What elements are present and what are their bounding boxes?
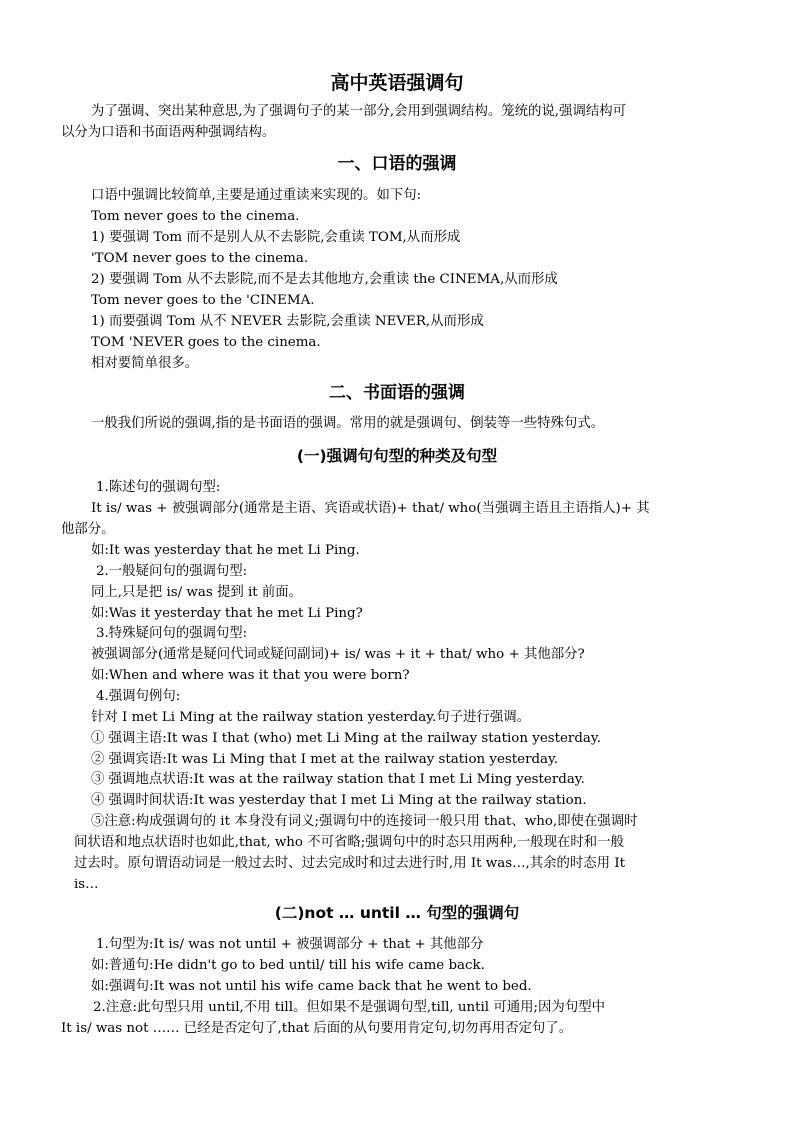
body-line: 1) 而要强调 Tom 从不 NEVER 去影院,会重读 NEVER,从而形成 [91, 314, 484, 329]
body-line: 如:When and where was it that you were born? [91, 668, 410, 683]
section-heading: 一、口语的强调 [337, 154, 457, 174]
intro-line: 以分为口语和书面语两种强调结构。 [61, 125, 276, 140]
body-line: 针对 I met Li Ming at the railway station yesterday.句子进行强调。 [91, 710, 530, 725]
body-line: 1.句型为:It is/ was not until + 被强调部分 + that + 其他部分 [96, 937, 484, 952]
body-line: 间状语和地点状语时也如此,that, who 不可省略;强调句中的时态只用两种,一般现在时和一般 [74, 835, 624, 850]
body-line: 1) 要强调 Tom 而不是别人从不去影院,会重读 TOM,从而形成 [91, 230, 461, 245]
body-line: ② 强调宾语:It was Li Ming that I met at the railway station yesterday. [91, 752, 559, 767]
body-line: 相对要简单很多。 [91, 356, 199, 371]
subsection-heading: (一)强调句句型的种类及句型 [296, 447, 498, 465]
body-line: ⑤注意:构成强调句的 it 本身没有词义;强调句中的连接词一般只用 that、who,即使在强调时 [91, 814, 638, 829]
body-line: 一般我们所说的强调,指的是书面语的强调。常用的就是强调句、倒装等一些特殊句式。 [91, 416, 605, 431]
subsection-heading: (二)not … until … 句型的强调句 [274, 904, 520, 922]
section-heading: 二、书面语的强调 [329, 383, 465, 403]
body-line: 被强调部分(通常是疑问代词或疑问副词)+ is/ was + it + that/ who + 其他部分? [91, 647, 585, 662]
body-line: 他部分。 [61, 522, 115, 537]
body-line: 过去时。原句谓语动词是一般过去时、过去完成时和过去进行时,用 It was…,其余的时态用 It [74, 856, 626, 871]
body-line: 如:强调句:It was not until his wife came back that he went to bed. [91, 979, 532, 994]
body-line: 如:普通句:He didn't go to bed until/ till his wife came back. [91, 958, 485, 973]
document-title: 高中英语强调句 [330, 72, 464, 94]
body-line: 如:Was it yesterday that he met Li Ping? [91, 606, 363, 621]
body-line: ① 强调主语:It was I that (who) met Li Ming at the railway station yesterday. [91, 731, 601, 746]
body-line: 'TOM never goes to the cinema. [91, 251, 309, 266]
body-line: 如:It was yesterday that he met Li Ping. [91, 543, 360, 558]
body-line: ④ 强调时间状语:It was yesterday that I met Li Ming at the railway station. [91, 793, 587, 808]
body-line: 1.陈述句的强调句型: [96, 480, 221, 495]
body-line: Tom never goes to the cinema. [91, 209, 300, 224]
body-line: 3.特殊疑问句的强调句型: [96, 626, 248, 641]
body-line: 2.一般疑问句的强调句型: [96, 564, 248, 579]
body-line: It is/ was not …… 已经是否定句了,that 后面的从句要用肯定句,切勿再用否定句了。 [61, 1021, 573, 1036]
body-line: 同上,只是把 is/ was 提到 it 前面。 [91, 585, 303, 600]
body-line: 2) 要强调 Tom 从不去影院,而不是去其他地方,会重读 the CINEMA,从而形成 [91, 272, 558, 287]
body-line: ③ 强调地点状语:It was at the railway station that I met Li Ming yesterday. [91, 772, 585, 787]
intro-line: 为了强调、突出某种意思,为了强调句子的某一部分,会用到强调结构。笼统的说,强调结构可 [91, 104, 627, 119]
body-line: 2.注意:此句型只用 until,不用 till。但如果不是强调句型,till, until 可通用;因为句型中 [93, 1000, 605, 1015]
body-line: TOM 'NEVER goes to the cinema. [91, 335, 321, 350]
body-line: 口语中强调比较简单,主要是通过重读来实现的。如下句: [91, 188, 422, 203]
body-line: 4.强调句例句: [96, 689, 181, 704]
body-line: Tom never goes to the 'CINEMA. [91, 293, 315, 308]
body-line: is… [74, 877, 99, 892]
body-line: It is/ was + 被强调部分(通常是主语、宾语或状语)+ that/ who(当强调主语且主语指人)+ 其 [91, 501, 650, 516]
